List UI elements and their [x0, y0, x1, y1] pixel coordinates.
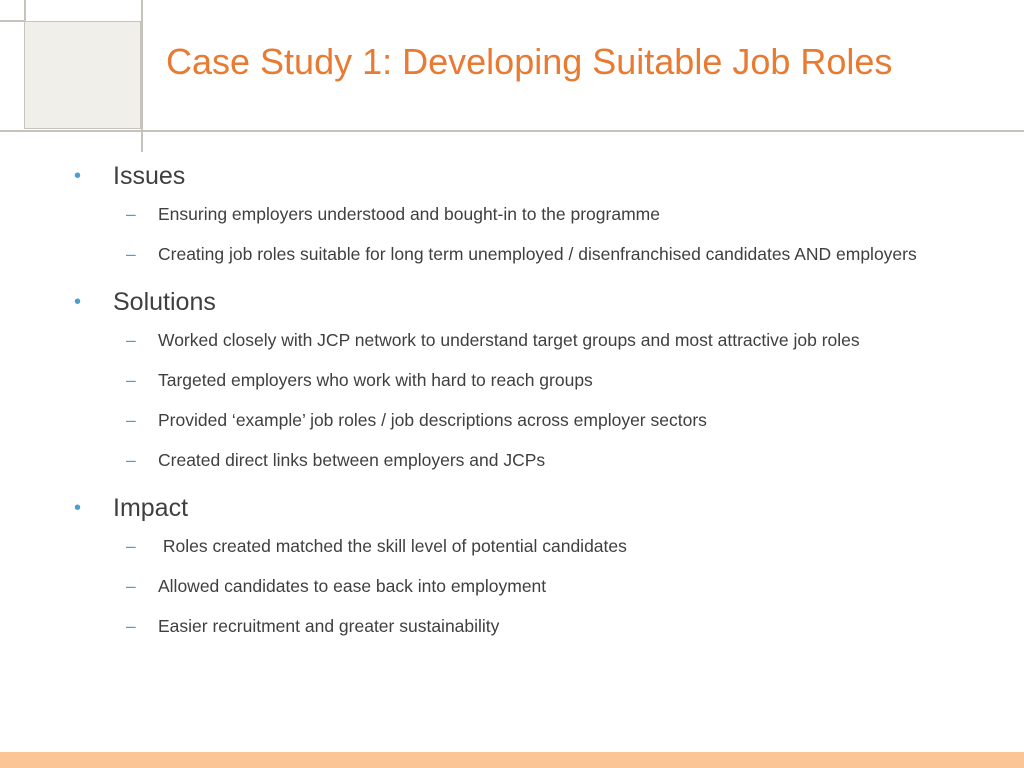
decorative-line-horizontal — [0, 130, 1024, 132]
dash-icon: – — [126, 370, 136, 390]
bullet-icon: • — [74, 291, 82, 313]
section-solutions — [74, 282, 954, 478]
dash-icon: – — [126, 204, 136, 224]
list-item — [74, 362, 954, 398]
dash-icon: – — [126, 244, 136, 264]
section-heading-text: Impact — [113, 494, 189, 522]
decorative-line-horizontal-top — [0, 20, 25, 22]
section-impact — [74, 488, 954, 644]
list-item-text: Easier recruitment and greater sustainability — [158, 616, 500, 636]
dash-icon: – — [126, 616, 136, 636]
list-item — [74, 568, 954, 604]
dash-icon: – — [126, 450, 136, 470]
decorative-line-vertical-left — [24, 0, 26, 22]
list-item — [74, 196, 954, 232]
dash-icon: – — [126, 410, 136, 430]
sub-list — [74, 528, 954, 644]
section-heading — [74, 488, 954, 528]
list-item — [74, 528, 954, 564]
list-item-text: Roles created matched the skill level of potential candidates — [158, 536, 627, 556]
list-item-text: Targeted employers who work with hard to reach groups — [158, 370, 593, 390]
section-issues — [74, 156, 954, 272]
decorative-line-vertical — [141, 0, 143, 152]
sub-list — [74, 196, 954, 272]
section-heading — [74, 282, 954, 322]
slide-content — [74, 156, 954, 648]
bullet-icon: • — [74, 165, 82, 187]
list-item-text: Created direct links between employers and JCPs — [158, 450, 546, 470]
list-item — [74, 236, 954, 272]
sub-list — [74, 322, 954, 478]
decorative-square — [24, 21, 141, 129]
bullet-icon: • — [74, 497, 82, 519]
slide-title: Case Study 1: Developing Suitable Job Roles — [166, 41, 893, 82]
section-heading — [74, 156, 954, 196]
list-item — [74, 442, 954, 478]
list-item-text: Worked closely with JCP network to understand target groups and most attractive job roles — [158, 330, 860, 350]
list-item-text: Provided ‘example’ job roles / job descriptions across employer sectors — [158, 410, 707, 430]
section-heading-text: Issues — [113, 162, 186, 190]
dash-icon: – — [126, 536, 136, 556]
list-item-text: Allowed candidates to ease back into employment — [158, 576, 547, 596]
list-item-text: Creating job roles suitable for long term unemployed / disenfranchised candidates AND employers — [158, 244, 917, 264]
footer-bar — [0, 752, 1024, 768]
list-item — [74, 608, 954, 644]
list-item — [74, 402, 954, 438]
section-heading-text: Solutions — [113, 288, 216, 316]
list-item-text: Ensuring employers understood and bought-in to the programme — [158, 204, 660, 224]
dash-icon: – — [126, 576, 136, 596]
dash-icon: – — [126, 330, 136, 350]
list-item — [74, 322, 954, 358]
